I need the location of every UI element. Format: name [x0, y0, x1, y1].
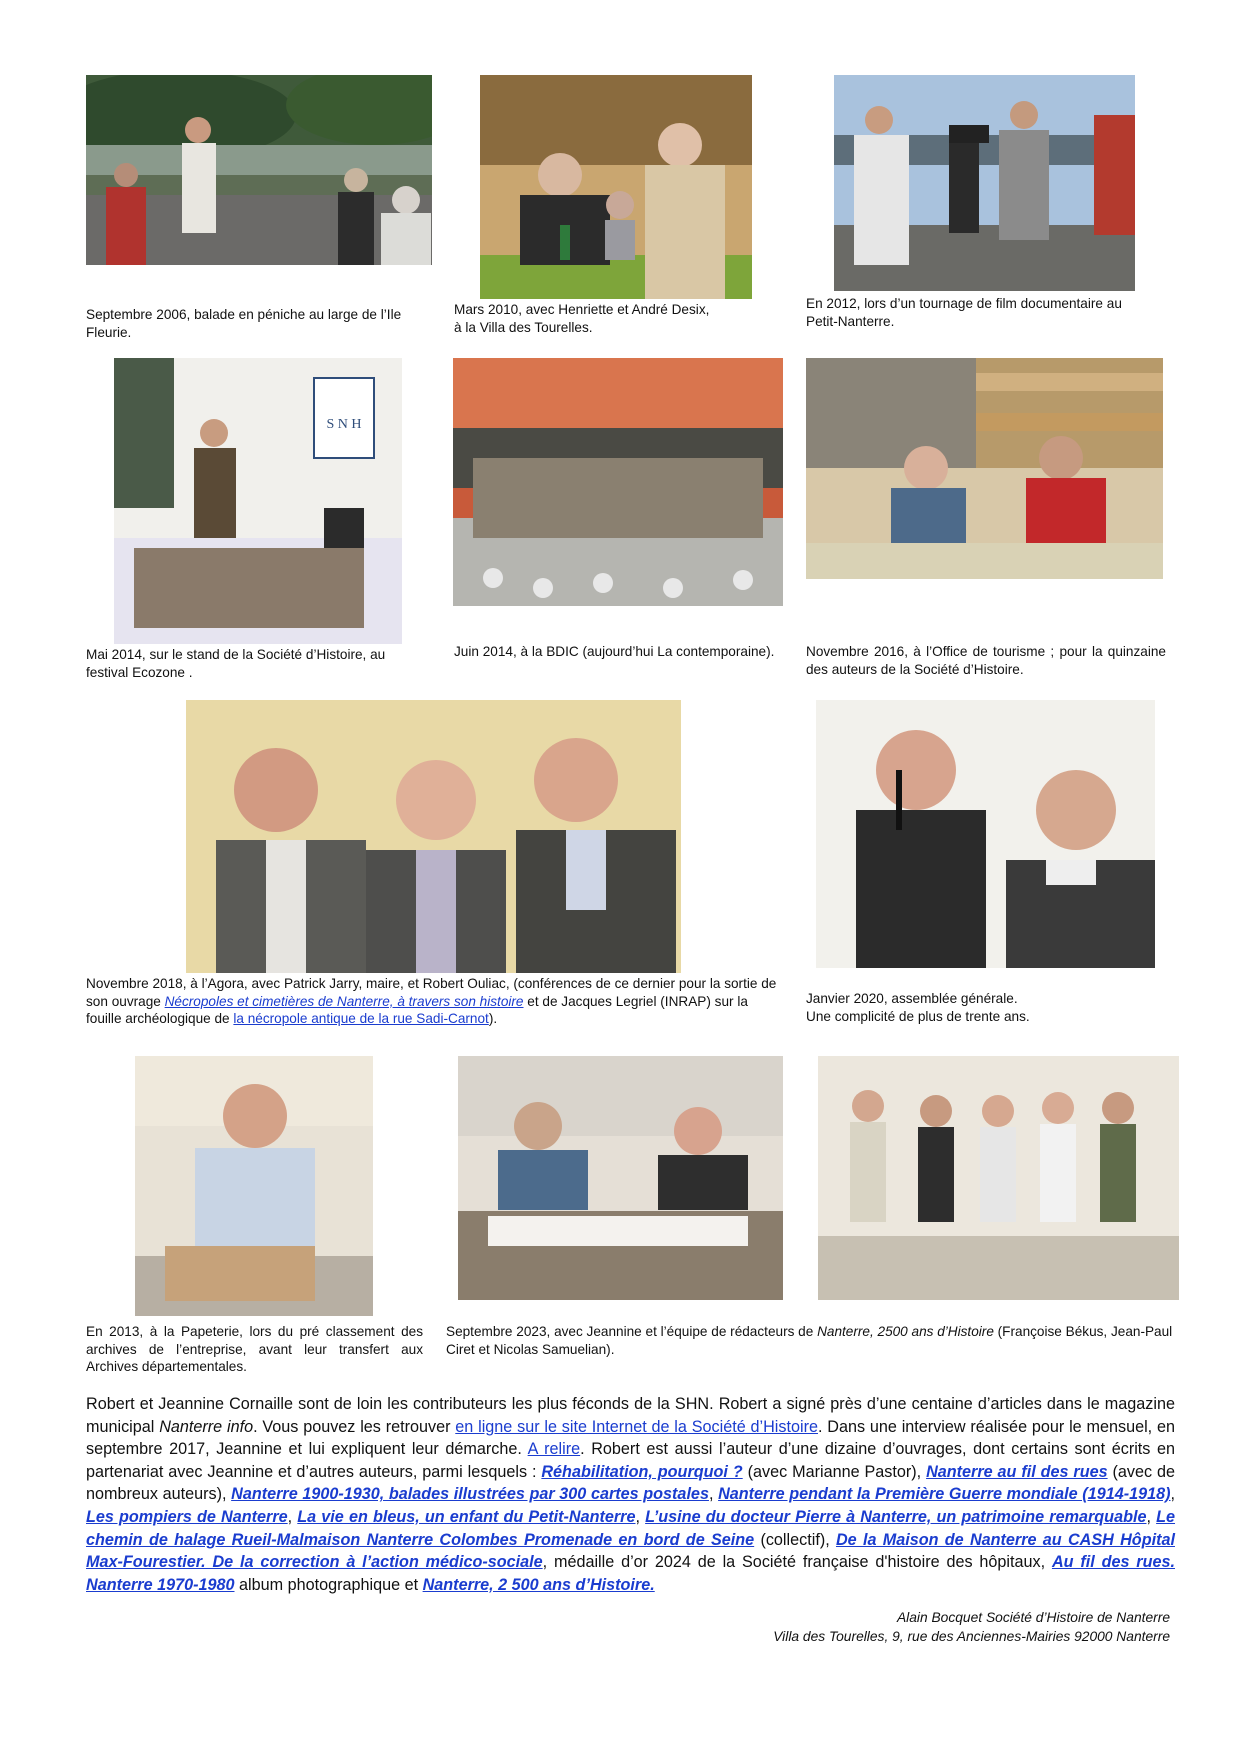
link-maison-de-nanterre[interactable]: De la Maison de Nanterre au CASH Hôpital Max-Fourestier. De la correction à l’action médico-sociale: [86, 1530, 1175, 1572]
link-premiere-guerre[interactable]: Nanterre pendant la Première Guerre mondiale (1914-1918): [718, 1485, 1171, 1504]
link-usine-docteur-pierre[interactable]: L’usine du docteur Pierre à Nanterre, un patrimoine remarquable: [645, 1507, 1147, 1526]
link-pompiers[interactable]: Les pompiers de Nanterre: [86, 1507, 288, 1526]
photo-peniche-2006: [86, 75, 432, 265]
link-nanterre-au-fil-des-rues[interactable]: Nanterre au fil des rues: [926, 1462, 1108, 1481]
caption-assemblee-2020: Janvier 2020, assemblée générale. Une complicité de plus de trente ans.: [806, 991, 1030, 1024]
caption-papeterie-2013: En 2013, à la Papeterie, lors du pré classement des archives de l’entreprise, avant leur transfert aux Archives départementales.: [86, 1324, 423, 1374]
signature-line-1: Alain Bocquet Société d’Histoire de Nanterre: [896, 1610, 1170, 1625]
article-body: Robert et Jeannine Cornaille sont de loin les contributeurs les plus féconds de la SHN. Robert a signé près d’une centaine d’articles dans le magazine municipal Nanterre info. Vous pouvez les retrouver en ligne sur le site Internet de la Société d’Histoire. Dans une interview réalisée pour le mensuel, en septembre 2017, Jeannine et lui expliquent leur démarche. A relire. Robert est aussi l’auteur d’une dizaine d’ouvrages, dont certains sont écrits en partenariat avec Jeannine et d’autres auteurs, parmi lesquels : Réhabilitation, pourquoi ? (avec Marianne Pastor), Nanterre au fil des rues (avec de nombreux auteurs), Nanterre 1900-1930, balades illustrées par 300 cartes postales, Nanterre pendant la Première Guerre mondiale (1914-1918), Les pompiers de Nanterre, La vie en bleus, un enfant du Petit-Nanterre, L’usine du docteur Pierre à Nanterre, un patrimoine remarquable, Le chemin de halage Rueil-Malmaison Nanterre Colombes Promenade en bord de Seine (collectif), De la Maison de Nanterre au CASH Hôpital Max-Fourestier. De la correction à l’action médico-sociale, médaille d’or 2024 de la Société française d'histoire des hôpitaux, Au fil des rues. Nanterre 1970-1980 album photographique et Nanterre, 2 500 ans d’Histoire.: [86, 1395, 1176, 1594]
caption-tournage-2012: En 2012, lors d’un tournage de film documentaire au Petit-Nanterre.: [806, 296, 1122, 329]
caption-office-tourisme-2016: Novembre 2016, à l’Office de tourisme ; pour la quinzaine des auteurs de la Société d’Histoire.: [806, 644, 1166, 677]
photo-desix-2010: [480, 75, 752, 299]
photo-stand-ecozone-2014: [114, 358, 402, 644]
photo-papeterie-2013: [135, 1056, 373, 1316]
caption-stand-ecozone-2014: Mai 2014, sur le stand de la Société d’Histoire, au festival Ecozone .: [86, 647, 386, 680]
link-a-relire[interactable]: A relire: [527, 1440, 581, 1459]
link-vie-en-bleus[interactable]: La vie en bleus, un enfant du Petit-Nanterre: [297, 1507, 636, 1526]
caption-desix-2010: Mars 2010, avec Henriette et André Desix, à la Villa des Tourelles.: [454, 302, 710, 335]
photo-equipe-2023-groupe: [818, 1056, 1179, 1300]
svg-text:S N H: S N H: [326, 417, 362, 432]
link-nanterre-1970-1980[interactable]: Au fil des rues. Nanterre 1970-1980: [86, 1553, 1175, 1594]
caption-bdic-2014: Juin 2014, à la BDIC (aujourd’hui La contemporaine).: [454, 644, 775, 659]
photo-tournage-2012: [834, 75, 1135, 291]
photo-assemblee-2020: [816, 700, 1155, 968]
link-necropoles-ouvrage[interactable]: Nécropoles et cimetières de Nanterre, à travers son histoire: [164, 993, 524, 1009]
caption-peniche-2006: Septembre 2006, balade en péniche au large de l’Ile Fleurie.: [86, 307, 402, 340]
photo-bdic-2014: [453, 358, 783, 606]
photo-agora-2018: [186, 700, 681, 973]
caption-agora-2018: Novembre 2018, à l’Agora, avec Patrick Jarry, maire, et Robert Ouliac, (conférences de ce dernier pour la sortie de son ouvrage Nécropoles et cimetières de Nanterre, à travers son histoire et de Jacques Legriel (INRAP) sur la fouille archéologique de la nécropole antique de la rue Sadi-Carnot).: [86, 976, 777, 1026]
link-necropole-antique[interactable]: la nécropole antique de la rue Sadi-Carnot: [233, 1011, 489, 1026]
caption-equipe-2023: Septembre 2023, avec Jeannine et l’équipe de rédacteurs de Nanterre, 2500 ans d’Histoire (Françoise Békus, Jean-Paul Ciret et Nicolas Samuelian).: [446, 1324, 1173, 1357]
photo-office-tourisme-2016: [806, 358, 1163, 579]
link-nanterre-2500-ans[interactable]: Nanterre, 2 500 ans d’Histoire.: [422, 1575, 655, 1594]
photo-equipe-2023-signature: [458, 1056, 783, 1300]
link-rehabilitation[interactable]: Réhabilitation, pourquoi ?: [541, 1462, 743, 1481]
signature-line-2: Villa des Tourelles, 9, rue des Anciennes-Mairies 92000 Nanterre: [773, 1629, 1170, 1644]
link-nanterre-1900-1930[interactable]: Nanterre 1900-1930, balades illustrées par 300 cartes postales: [231, 1485, 709, 1504]
link-chemin-de-halage[interactable]: Le chemin de halage Rueil-Malmaison Nanterre Colombes Promenade en bord de Seine: [86, 1507, 1176, 1549]
link-en-ligne[interactable]: en ligne sur le site Internet de la Société d’Histoire: [455, 1417, 818, 1436]
